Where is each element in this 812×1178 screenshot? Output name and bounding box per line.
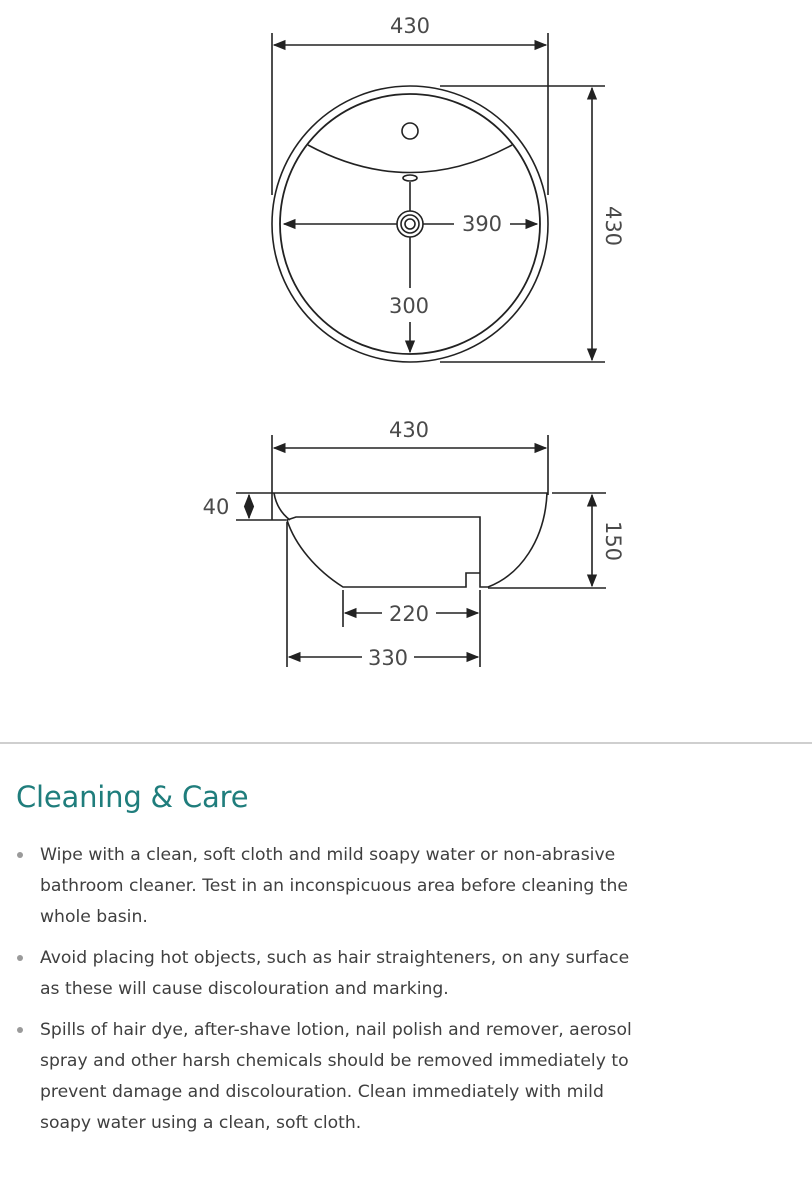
bullet-icon — [17, 852, 23, 858]
plan-height-label: 430 — [601, 205, 625, 247]
bowl-depth-label: 300 — [388, 294, 430, 318]
side-height-label: 150 — [601, 520, 625, 562]
list-item-text: Wipe with a clean, soft cloth and mild soapy water or non-abrasive bathroom cleaner. Test in an inconspicuous area before cleaning the whole basin. — [40, 845, 628, 927]
side-view — [236, 435, 606, 667]
bowl-width-label: 390 — [461, 212, 503, 236]
plan-width-label: 430 — [389, 14, 431, 38]
bullet-icon — [17, 1027, 23, 1033]
rim-thickness-label: 40 — [202, 495, 230, 519]
care-instructions-list — [16, 840, 806, 1139]
bowl-width-side-label: 330 — [367, 646, 409, 670]
bowl-back-edge — [308, 145, 512, 173]
waste-outlet-middle — [401, 215, 419, 233]
list-item-text: Avoid placing hot objects, such as hair straighteners, on any surface as these will cause discolouration and marking. — [40, 948, 630, 999]
overflow-slot — [403, 175, 417, 181]
list-item — [16, 1015, 640, 1139]
section-divider — [0, 742, 812, 744]
list-item-text: Spills of hair dye, after-shave lotion, nail polish and remover, aerosol spray and other harsh chemicals should be removed immediately to prevent damage and discolouration. Clean immediately with mild soapy water using a clean, soft cloth. — [40, 1020, 632, 1133]
side-width-label: 430 — [388, 418, 430, 442]
base-width-label: 220 — [388, 602, 430, 626]
list-item — [16, 943, 640, 1005]
cleaning-care-section — [16, 780, 806, 1149]
waste-outlet-inner — [405, 219, 415, 229]
plan-view — [272, 33, 605, 362]
list-item — [16, 840, 640, 933]
basin-profile — [274, 493, 547, 587]
section-title: Cleaning & Care — [16, 780, 249, 814]
tap-hole — [402, 123, 418, 139]
bullet-icon — [17, 955, 23, 961]
